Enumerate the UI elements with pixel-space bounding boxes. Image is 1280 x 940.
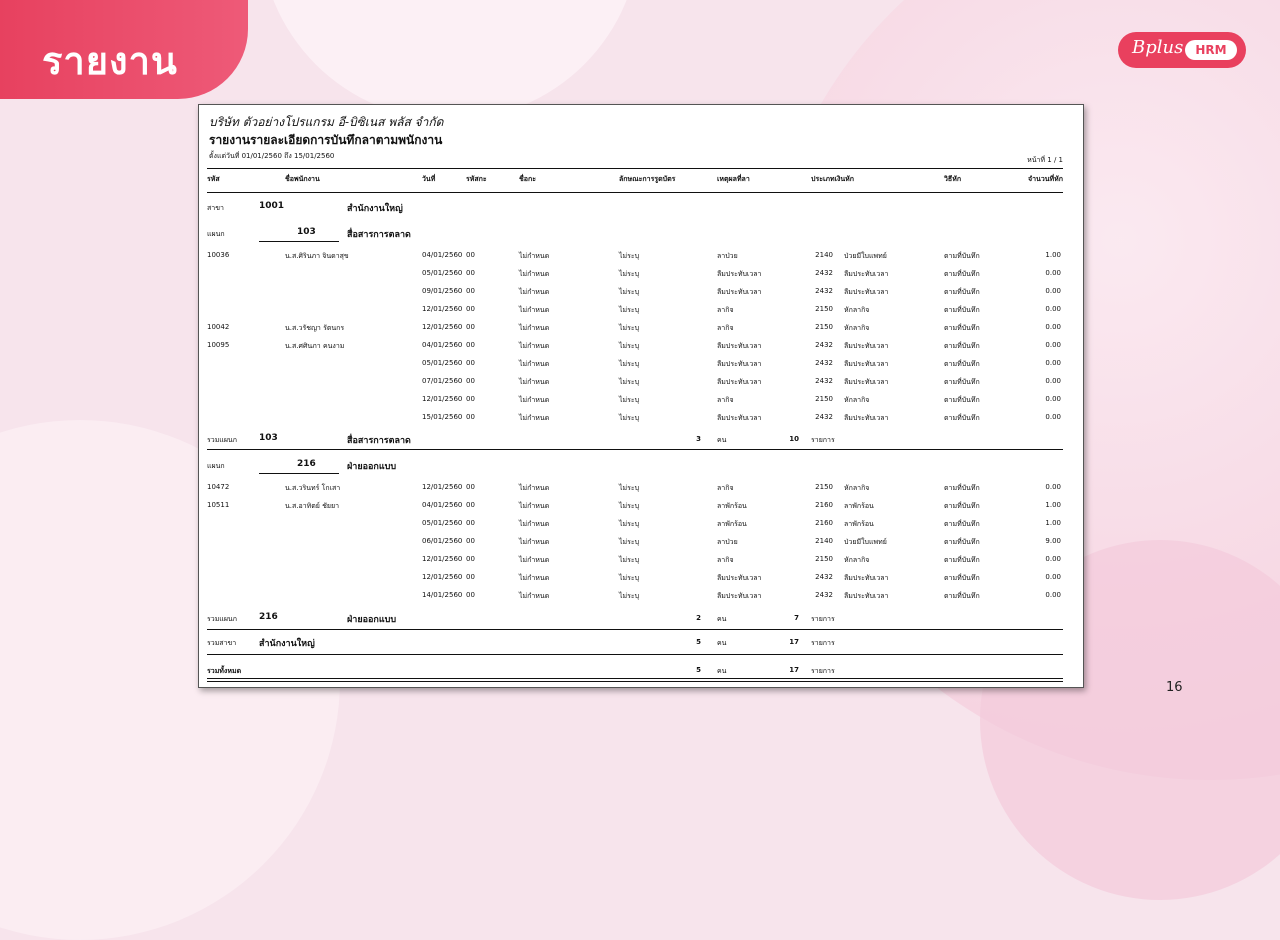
- row-swipe-type: ไม่ระบุ: [619, 252, 640, 260]
- row-swipe-type: ไม่ระบุ: [619, 288, 640, 296]
- row-date: 12/01/2560: [422, 323, 463, 331]
- row-employee-id: 10511: [207, 501, 230, 509]
- row-deduction-name: ลืมประทับเวลา: [844, 270, 889, 278]
- row-deduction-amount: 0.00: [1045, 269, 1061, 277]
- header-col-shift: รหัสกะ: [466, 175, 487, 183]
- row-employee-id: 10036: [207, 251, 230, 259]
- department-total-people: 3: [696, 435, 701, 443]
- row-deduction-code: 2150: [815, 483, 833, 491]
- row-swipe-type: ไม่ระบุ: [619, 484, 640, 492]
- row-deduction-method: ตามที่บันทึก: [944, 592, 980, 600]
- row-swipe-type: ไม่ระบุ: [619, 574, 640, 582]
- row-deduction-code: 2432: [815, 341, 833, 349]
- background-shape: [260, 0, 640, 120]
- row-leave-reason: ลืมประทับเวลา: [717, 288, 762, 296]
- row-date: 12/01/2560: [422, 573, 463, 581]
- row-shift-code: 00: [466, 555, 475, 563]
- grand-total-people: 5: [696, 666, 701, 674]
- row-shift-name: ไม่กำหนด: [519, 520, 550, 528]
- row-shift-code: 00: [466, 323, 475, 331]
- row-swipe-type: ไม่ระบุ: [619, 324, 640, 332]
- logo-hrm-badge: HRM: [1185, 40, 1237, 60]
- row-swipe-type: ไม่ระบุ: [619, 378, 640, 386]
- grand-total-rule-1: [207, 678, 1063, 679]
- branch-total-people-unit: คน: [717, 639, 727, 647]
- row-deduction-name: ลืมประทับเวลา: [844, 378, 889, 386]
- row-leave-reason: ลากิจ: [717, 396, 734, 404]
- department-total-name: ฝ่ายออกแบบ: [347, 615, 397, 625]
- row-date: 15/01/2560: [422, 413, 463, 421]
- row-employee-name: น.ส.ศิรินภา จินดาสุข: [285, 252, 349, 260]
- row-deduction-name: ลาพักร้อน: [844, 502, 874, 510]
- branch-code: 1001: [259, 201, 285, 211]
- department-name: สื่อสารการตลาด: [347, 230, 411, 240]
- row-deduction-name: หักลากิจ: [844, 484, 870, 492]
- row-deduction-method: ตามที่บันทึก: [944, 538, 980, 546]
- row-shift-code: 00: [466, 341, 475, 349]
- row-shift-code: 00: [466, 395, 475, 403]
- row-swipe-type: ไม่ระบุ: [619, 592, 640, 600]
- row-shift-name: ไม่กำหนด: [519, 414, 550, 422]
- row-deduction-amount: 9.00: [1045, 537, 1061, 545]
- row-deduction-method: ตามที่บันทึก: [944, 484, 980, 492]
- header-bottom-rule: [207, 192, 1063, 193]
- row-deduction-code: 2140: [815, 537, 833, 545]
- header-col-name: ชื่อพนักงาน: [285, 175, 320, 183]
- row-leave-reason: ลาป่วย: [717, 538, 738, 546]
- row-deduction-method: ตามที่บันทึก: [944, 288, 980, 296]
- row-deduction-code: 2432: [815, 287, 833, 295]
- row-deduction-amount: 0.00: [1045, 395, 1061, 403]
- department-name: ฝ่ายออกแบบ: [347, 462, 397, 472]
- row-deduction-code: 2160: [815, 501, 833, 509]
- department-total: รวมแผนก: [207, 615, 237, 623]
- row-deduction-code: 2150: [815, 395, 833, 403]
- row-deduction-name: หักลากิจ: [844, 324, 870, 332]
- row-swipe-type: ไม่ระบุ: [619, 502, 640, 510]
- row-leave-reason: ลืมประทับเวลา: [717, 574, 762, 582]
- row-deduction-method: ตามที่บันทึก: [944, 502, 980, 510]
- row-shift-code: 00: [466, 501, 475, 509]
- row-deduction-method: ตามที่บันทึก: [944, 520, 980, 528]
- branch-total-items: 17: [789, 638, 799, 646]
- row-deduction-amount: 0.00: [1045, 359, 1061, 367]
- row-deduction-name: ป่วยมีใบแพทย์: [844, 252, 887, 260]
- row-date: 12/01/2560: [422, 305, 463, 313]
- branch-total: รวมสาขา: [207, 639, 237, 647]
- row-deduction-code: 2150: [815, 555, 833, 563]
- row-date: 05/01/2560: [422, 359, 463, 367]
- department-total-items: 7: [794, 614, 799, 622]
- row-shift-name: ไม่กำหนด: [519, 592, 550, 600]
- row-leave-reason: ลืมประทับเวลา: [717, 270, 762, 278]
- row-leave-reason: ลืมประทับเวลา: [717, 378, 762, 386]
- slide-title: รายงาน: [42, 39, 178, 83]
- row-deduction-method: ตามที่บันทึก: [944, 360, 980, 368]
- row-swipe-type: ไม่ระบุ: [619, 396, 640, 404]
- row-employee-name: น.ส.อาทิตย์ ชัยยา: [285, 502, 340, 510]
- row-leave-reason: ลากิจ: [717, 306, 734, 314]
- row-shift-name: ไม่กำหนด: [519, 556, 550, 564]
- row-deduction-method: ตามที่บันทึก: [944, 342, 980, 350]
- row-deduction-name: ลาพักร้อน: [844, 520, 874, 528]
- header-col-id: รหัส: [207, 175, 220, 183]
- row-shift-code: 00: [466, 483, 475, 491]
- row-shift-name: ไม่กำหนด: [519, 342, 550, 350]
- row-deduction-amount: 0.00: [1045, 483, 1061, 491]
- row-deduction-amount: 1.00: [1045, 519, 1061, 527]
- branch-total-name: สำนักงานใหญ่: [259, 639, 315, 649]
- grand-total-people-unit: คน: [717, 667, 727, 675]
- row-deduction-code: 2432: [815, 413, 833, 421]
- department-label: แผนก: [207, 462, 225, 470]
- row-deduction-method: ตามที่บันทึก: [944, 324, 980, 332]
- header-col-swipe: ลักษณะการรูดบัตร: [619, 175, 676, 183]
- row-shift-name: ไม่กำหนด: [519, 252, 550, 260]
- row-deduction-name: ลืมประทับเวลา: [844, 592, 889, 600]
- row-leave-reason: ลาป่วย: [717, 252, 738, 260]
- row-swipe-type: ไม่ระบุ: [619, 538, 640, 546]
- row-deduction-amount: 0.00: [1045, 305, 1061, 313]
- title-tab: [0, 0, 248, 99]
- row-swipe-type: ไม่ระบุ: [619, 556, 640, 564]
- row-date: 12/01/2560: [422, 483, 463, 491]
- row-deduction-code: 2150: [815, 305, 833, 313]
- row-deduction-name: หักลากิจ: [844, 306, 870, 314]
- row-shift-code: 00: [466, 413, 475, 421]
- department-total-people-unit: คน: [717, 615, 727, 623]
- row-employee-name: น.ส.วรัชญา รัตนกร: [285, 324, 345, 332]
- row-shift-name: ไม่กำหนด: [519, 324, 550, 332]
- row-leave-reason: ลืมประทับเวลา: [717, 342, 762, 350]
- row-employee-id: 10472: [207, 483, 230, 491]
- row-deduction-name: ลืมประทับเวลา: [844, 288, 889, 296]
- date-range: ตั้งแต่วันที่ 01/01/2560 ถึง 15/01/2560: [209, 152, 335, 160]
- report-title: รายงานรายละเอียดการบันทึกลาตามพนักงาน: [209, 133, 443, 147]
- row-deduction-name: ลืมประทับเวลา: [844, 342, 889, 350]
- row-shift-code: 00: [466, 591, 475, 599]
- branch-label: สาขา: [207, 204, 224, 212]
- row-shift-code: 00: [466, 519, 475, 527]
- row-deduction-code: 2432: [815, 359, 833, 367]
- department-total-name: สื่อสารการตลาด: [347, 436, 411, 446]
- row-deduction-amount: 0.00: [1045, 287, 1061, 295]
- row-swipe-type: ไม่ระบุ: [619, 342, 640, 350]
- grand-total: รวมทั้งหมด: [207, 667, 242, 675]
- row-shift-name: ไม่กำหนด: [519, 574, 550, 582]
- row-swipe-type: ไม่ระบุ: [619, 360, 640, 368]
- row-shift-name: ไม่กำหนด: [519, 484, 550, 492]
- row-swipe-type: ไม่ระบุ: [619, 270, 640, 278]
- row-shift-code: 00: [466, 287, 475, 295]
- header-col-reason: เหตุผลที่ลา: [717, 175, 750, 183]
- department-total-code: 103: [259, 433, 278, 443]
- department-total-items-unit: รายการ: [811, 436, 835, 444]
- row-deduction-method: ตามที่บันทึก: [944, 414, 980, 422]
- department-total-items: 10: [789, 435, 799, 443]
- row-deduction-amount: 0.00: [1045, 555, 1061, 563]
- row-deduction-amount: 1.00: [1045, 501, 1061, 509]
- branch-total-items-unit: รายการ: [811, 639, 835, 647]
- header-col-shift-name: ชื่อกะ: [519, 175, 536, 183]
- branch-name: สำนักงานใหญ่: [347, 204, 403, 214]
- department-code-underline: [259, 473, 339, 474]
- row-shift-name: ไม่กำหนด: [519, 360, 550, 368]
- department-total: รวมแผนก: [207, 436, 237, 444]
- row-leave-reason: ลืมประทับเวลา: [717, 360, 762, 368]
- department-total-people-unit: คน: [717, 436, 727, 444]
- header-col-deduction-type: ประเภทเงินหัก: [811, 175, 855, 183]
- row-deduction-name: หักลากิจ: [844, 396, 870, 404]
- row-date: 12/01/2560: [422, 395, 463, 403]
- row-leave-reason: ลืมประทับเวลา: [717, 592, 762, 600]
- bplus-hrm-logo: [1118, 32, 1246, 68]
- grand-total-items: 17: [789, 666, 799, 674]
- row-date: 09/01/2560: [422, 287, 463, 295]
- row-leave-reason: ลากิจ: [717, 324, 734, 332]
- row-shift-name: ไม่กำหนด: [519, 270, 550, 278]
- row-deduction-code: 2432: [815, 591, 833, 599]
- row-deduction-method: ตามที่บันทึก: [944, 270, 980, 278]
- header-col-method: วิธีหัก: [944, 175, 962, 183]
- row-deduction-amount: 0.00: [1045, 413, 1061, 421]
- row-deduction-name: ป่วยมีใบแพทย์: [844, 538, 887, 546]
- grand-total-items-unit: รายการ: [811, 667, 835, 675]
- row-date: 05/01/2560: [422, 269, 463, 277]
- row-shift-code: 00: [466, 269, 475, 277]
- department-total-rule: [207, 449, 1063, 450]
- report-page-info: หน้าที่ 1 / 1: [1027, 156, 1063, 164]
- department-total-people: 2: [696, 614, 701, 622]
- row-shift-code: 00: [466, 359, 475, 367]
- row-shift-name: ไม่กำหนด: [519, 538, 550, 546]
- row-leave-reason: ลาพักร้อน: [717, 520, 747, 528]
- row-shift-code: 00: [466, 573, 475, 581]
- row-deduction-method: ตามที่บันทึก: [944, 396, 980, 404]
- row-leave-reason: ลากิจ: [717, 556, 734, 564]
- row-deduction-amount: 0.00: [1045, 591, 1061, 599]
- row-deduction-amount: 0.00: [1045, 573, 1061, 581]
- department-total-rule: [207, 629, 1063, 630]
- row-deduction-name: หักลากิจ: [844, 556, 870, 564]
- row-leave-reason: ลืมประทับเวลา: [717, 414, 762, 422]
- row-shift-name: ไม่กำหนด: [519, 306, 550, 314]
- report-sheet: [198, 104, 1084, 688]
- row-deduction-method: ตามที่บันทึก: [944, 306, 980, 314]
- company-name: บริษัท ตัวอย่างโปรแกรม อี-บิซิเนส พลัส จำกัด: [209, 115, 444, 129]
- department-code-underline: [259, 241, 339, 242]
- row-deduction-code: 2160: [815, 519, 833, 527]
- row-date: 04/01/2560: [422, 341, 463, 349]
- row-deduction-name: ลืมประทับเวลา: [844, 574, 889, 582]
- row-date: 04/01/2560: [422, 501, 463, 509]
- department-total-code: 216: [259, 612, 278, 622]
- row-deduction-method: ตามที่บันทึก: [944, 378, 980, 386]
- row-deduction-name: ลืมประทับเวลา: [844, 360, 889, 368]
- row-date: 06/01/2560: [422, 537, 463, 545]
- slide-page-number: 16: [1166, 680, 1183, 695]
- row-date: 04/01/2560: [422, 251, 463, 259]
- row-shift-name: ไม่กำหนด: [519, 378, 550, 386]
- row-shift-name: ไม่กำหนด: [519, 502, 550, 510]
- row-employee-id: 10095: [207, 341, 230, 349]
- row-deduction-amount: 0.00: [1045, 341, 1061, 349]
- row-deduction-name: ลืมประทับเวลา: [844, 414, 889, 422]
- row-employee-name: น.ส.วรินทร์ โกเสา: [285, 484, 341, 492]
- row-deduction-amount: 0.00: [1045, 377, 1061, 385]
- row-shift-code: 00: [466, 537, 475, 545]
- row-employee-name: น.ส.ศศินภา คนงาม: [285, 342, 345, 350]
- row-deduction-code: 2150: [815, 323, 833, 331]
- row-deduction-amount: 1.00: [1045, 251, 1061, 259]
- row-deduction-code: 2432: [815, 573, 833, 581]
- department-total-items-unit: รายการ: [811, 615, 835, 623]
- row-shift-name: ไม่กำหนด: [519, 396, 550, 404]
- row-date: 07/01/2560: [422, 377, 463, 385]
- row-shift-name: ไม่กำหนด: [519, 288, 550, 296]
- department-label: แผนก: [207, 230, 225, 238]
- header-col-amount: จำนวนที่หัก: [1028, 175, 1063, 183]
- header-top-rule: [207, 168, 1063, 169]
- row-swipe-type: ไม่ระบุ: [619, 306, 640, 314]
- department-code: 216: [297, 459, 316, 469]
- branch-total-people: 5: [696, 638, 701, 646]
- row-leave-reason: ลาพักร้อน: [717, 502, 747, 510]
- row-shift-code: 00: [466, 251, 475, 259]
- row-date: 12/01/2560: [422, 555, 463, 563]
- row-date: 14/01/2560: [422, 591, 463, 599]
- row-leave-reason: ลากิจ: [717, 484, 734, 492]
- row-deduction-code: 2140: [815, 251, 833, 259]
- header-col-date: วันที่: [422, 175, 436, 183]
- row-employee-id: 10042: [207, 323, 230, 331]
- row-deduction-code: 2432: [815, 269, 833, 277]
- row-shift-code: 00: [466, 377, 475, 385]
- branch-total-rule: [207, 654, 1063, 655]
- department-code: 103: [297, 227, 316, 237]
- row-deduction-method: ตามที่บันทึก: [944, 556, 980, 564]
- logo-text: Bplus: [1132, 37, 1184, 58]
- row-swipe-type: ไม่ระบุ: [619, 414, 640, 422]
- row-shift-code: 00: [466, 305, 475, 313]
- row-date: 05/01/2560: [422, 519, 463, 527]
- row-deduction-code: 2432: [815, 377, 833, 385]
- grand-total-rule-2: [207, 681, 1063, 682]
- row-deduction-amount: 0.00: [1045, 323, 1061, 331]
- row-swipe-type: ไม่ระบุ: [619, 520, 640, 528]
- row-deduction-method: ตามที่บันทึก: [944, 252, 980, 260]
- row-deduction-method: ตามที่บันทึก: [944, 574, 980, 582]
